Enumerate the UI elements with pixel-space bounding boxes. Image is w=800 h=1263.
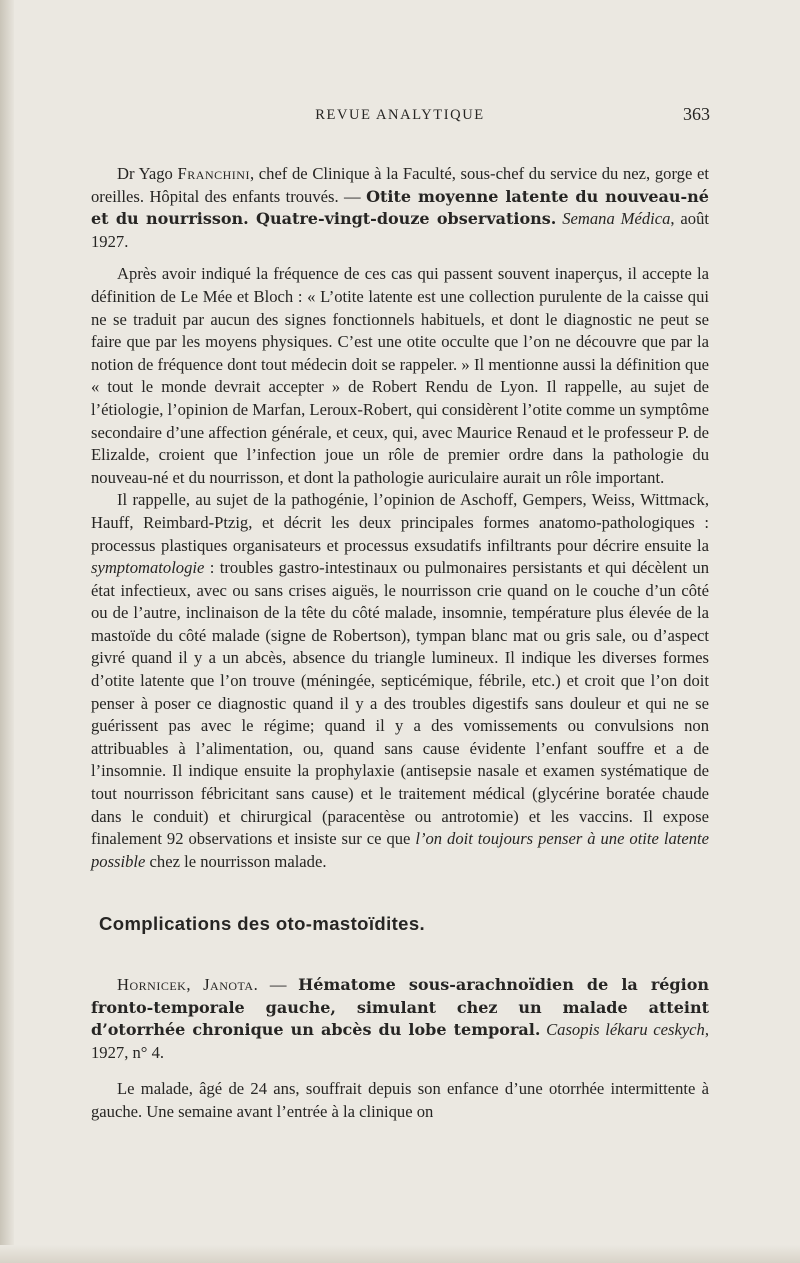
entry-2-paragraph-1: Le malade, âgé de 24 ans, souffrait depuis son enfance d’une otorrhée intermittente à gauche. Une semaine avant l’entrée à la clinique on bbox=[91, 1079, 709, 1121]
page-content bbox=[91, 163, 709, 1124]
source-journal: Semana Médica bbox=[562, 209, 671, 229]
entry-2-dash: — bbox=[258, 975, 299, 994]
running-head bbox=[90, 104, 710, 130]
entry-1-citation bbox=[91, 163, 709, 253]
entry-2-authors: Hornicek, Janota. bbox=[117, 975, 259, 994]
entry-1-paragraph-1: Après avoir indiqué la fréquence de ces cas qui passent souvent inaperçus, il accepte la définition de Le Mée et Bloch : « L’otite latente est une collection purulente de la caisse qui ne se traduit par aucun des signes fonctionnels habituels, et dont le diagnostic ne peut se faire que par les moyens physiques. C’est une otite occulte que l’on ne découvre que par la notion de fréquence dont tout médecin doit se rappeler. » Il mentionne aussi la définition que « tout le monde devrait accepter » de Robert Rendu de Lyon. Il rappelle, au sujet de l’étiologie, l’opinion de Marfan, Leroux-Robert, qui considèrent l’otite comme un symptôme secondaire d’une affection générale, et ceux, qui, avec Maurice Renaud et le professeur P. de Elizalde, croient que l’infection joue un rôle de premier ordre dans la pathologie du nouveau-né et du nourrisson, et dont la pathologie auriculaire aurait un rôle important. bbox=[91, 264, 709, 487]
article-title: Otite moyenne latente du nouveau-né et du nourrisson. Quatre-vingt-douze observations. bbox=[91, 186, 709, 229]
entry-2-citation bbox=[91, 974, 709, 1064]
paragraph-2-end: chez le nourrisson malade. bbox=[145, 851, 327, 871]
entry-2-journal: Casopis lékaru ceskych bbox=[546, 1020, 705, 1040]
paragraph-2-middle: : troubles gastro-intestinaux ou pulmonaires persistants et qui décèlent un état infectieux, avec ou sans crises aiguës, le nourrisson crie quand on le couche d’un côté ou de l’autre, inclinaison de la tête du côté malade, insomnie, température plus élevée de la mastoïde du côté malade (signe de Robertson), tympan blanc mat ou gris sale, ou d’aspect givré quand il y a un abcès, absence du triangle lumineux. Il indique les diverses formes d’otite latente que l’on trouve (méningée, septicémique, fébrile, etc.) et croit que l’on doit penser à poser ce diagnostic quand il y a des troubles digestifs sans douleur et qui ne se guérissent pas avec le régime; quand il y a des vomissements ou convulsions non attribuables à l’alimentation, ou, quand sans cause évidente l’enfant souffre et a de l’insomnie. Il indique ensuite la prophylaxie (antisepsie nasale et examen systématique de tout nourrisson fébricitant sans cause) et le traitement médical (glycérine boratée chaude dans le conduit) et chirurgical (paracentèse ou antrotomie) et les vaccins. Il expose finalement 92 observations et insiste sur ce que bbox=[91, 558, 709, 849]
journal-title: REVUE ANALYTIQUE bbox=[315, 107, 485, 123]
author-first-name: Yago bbox=[138, 164, 173, 183]
page-shadow-edge bbox=[0, 0, 14, 1263]
emphasized-phrase: l’on doit toujours penser à une otite latente possible bbox=[91, 829, 709, 871]
source-date: , août 1927. bbox=[91, 209, 709, 251]
entry-2-date: , 1927, n° 4. bbox=[91, 1020, 709, 1062]
author-last-name: Franchini bbox=[177, 164, 250, 183]
paragraph-2-start: Il rappelle, au sujet de la pathogénie, l’opinion de Aschoff, Gempers, Weiss, Wittmack, Hauff, Reimbard-Ptzig, et décrit les deux principales formes anatomo-pathologiques : processus plastiques organisateurs et processus exsudatifs infiltrants pour décrire ensuite la bbox=[91, 490, 709, 555]
page-bottom-shadow bbox=[0, 1245, 800, 1263]
page-number: 363 bbox=[683, 104, 710, 124]
affiliation: , chef de Clinique à la Faculté, sous-chef du service du nez, gorge et oreilles. Hôpital des enfants trouvés. — bbox=[91, 164, 709, 206]
entry-2-title: Hématome sous-arachnoïdien de la région fronto-temporale gauche, simulant chez un malade atteint d’otorrhée chronique un abcès du lobe temporal. bbox=[91, 975, 710, 1040]
entry-1-paragraph-2 bbox=[91, 489, 709, 873]
section-heading: Complications des oto-mastoïdites. bbox=[99, 913, 426, 935]
author-prefix: Dr bbox=[117, 164, 135, 183]
symptomatology-term: symptomatologie bbox=[91, 558, 205, 578]
